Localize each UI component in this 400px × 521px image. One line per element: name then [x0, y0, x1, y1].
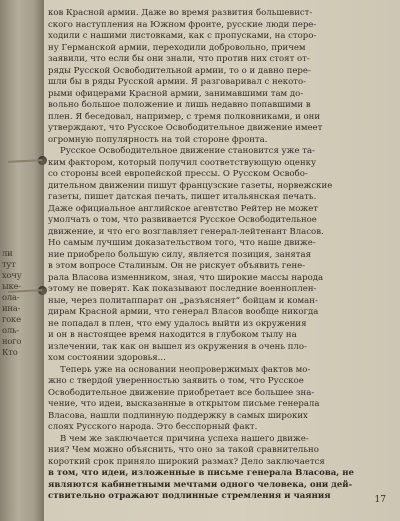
text-line: в том, что идеи, изложенные в письме генерала Власова, не [48, 468, 354, 478]
text-line: ние приобрело большую силу, является позиция, занятая [48, 249, 312, 260]
text-line: заявили, что если бы они знали, что против них стоят от- [48, 54, 310, 64]
text-line: ков Красной армии. Даже во время развития большевист- [48, 8, 313, 18]
text-line: являются кабинетными мечтами одного человека, они дей- [48, 479, 353, 490]
text-line: рала Власова изменником, зная, что широкие массы народа [48, 272, 324, 283]
text-line: в этом вопросе Сталиным. Он не рискует объявить гене- [48, 261, 306, 271]
text-line: слоях Русского народа. Это бесспорный факт. [48, 422, 258, 432]
text-line: утверждают, что Русское Освободительное движение имеет [48, 123, 323, 133]
left-page-word: ыке- [2, 281, 21, 291]
text-line: со стороны всей европейской прессы. О Русском Освобо- [48, 169, 308, 179]
text-line: короткий срок приняло широкий размах? Дело заключается [48, 456, 325, 467]
text-line: ского наступления на Южном фронте, русские люди пере- [48, 19, 317, 30]
text-line: газеты, пишет датская печать, пишет итальянская печать. [48, 192, 317, 202]
left-page-fragment [2, 248, 26, 358]
text-line: движение, и что его возглавляет генерал-лейтенант Власов. [48, 226, 324, 237]
text-line: Даже официальное английское агентство Рейтер не может [48, 203, 318, 214]
text-line: Теперь уже на основании неопровержимых фактов мо- [60, 364, 311, 375]
text-line: ряды Русской Освободительной армии, то о и давно пере- [48, 65, 311, 76]
text-line: ну Германской армии, переходили добровольно, причем [48, 42, 306, 53]
text-line: хом состоянии здоровья... [48, 353, 166, 363]
text-line: Русское Освободительное движение становится уже та- [60, 146, 315, 156]
text-line: ные, через политаппарат он „разъясняет“ бойцам и коман- [48, 295, 318, 306]
left-page-word: гоке [2, 314, 21, 324]
text-line: излечении, так как он вышел из окружения в очень пло- [48, 341, 307, 352]
left-page-word: ли [2, 248, 13, 258]
text-line: Но самым лучшим доказательством того, что наше движе- [48, 238, 316, 248]
left-page-word: тут [2, 259, 16, 269]
text-line: ствительно отражают подлинные стремления и чаяния [48, 491, 331, 501]
text-line: рыми офицерами Красной армии, занимавшими там до- [48, 88, 304, 99]
text-line: вольно большое положение и лишь недавно попавшими в [48, 100, 311, 110]
left-page-word: Кто [2, 347, 18, 357]
text-line: Освободительное движение приобретает все большее зна- [48, 387, 315, 398]
text-line: этому не поверят. Как показывают последние военноплен- [48, 284, 317, 294]
text-line: плен. Я беседовал, например, с тремя полковниками, и они [48, 111, 321, 122]
left-page-word: ина- [2, 303, 21, 313]
left-page-word: оль- [2, 325, 19, 335]
text-line: дирам Красной армии, что генерал Власов вообще никогда [48, 307, 319, 317]
left-page-word: ного [2, 336, 22, 346]
text-line: дительном движении пишут французские газеты, норвежские [48, 180, 333, 191]
text-line: ким фактором, который получил соответствующую оценку [48, 157, 317, 168]
text-line: ходили с нашими листовками, как с пропусками, на сторо- [48, 31, 317, 41]
text-line: чение, что идеи, высказанные в открытом письме генерала [48, 399, 320, 409]
left-page-word: ола- [2, 292, 20, 302]
page-number: 17 [374, 495, 386, 505]
text-line: жно с твердой уверенностью заявить о том, что Русское [48, 376, 304, 386]
left-page-word: хочу [2, 270, 22, 280]
text-line: В чем же заключается причина успеха нашего движе- [60, 433, 309, 444]
page-body-text [48, 8, 390, 503]
text-line: не попадал в плен, что ему удалось выйти из окружения [48, 318, 307, 329]
text-line: и он в настоящее время находится в глубоком тылу на [48, 330, 297, 340]
text-line: ния? Чем можно объяснить, что оно за такой сравнительно [48, 445, 319, 455]
text-line: умолчать о том, что развивается Русское Освободительное [48, 215, 317, 225]
text-line: Власова, нашли подлинную поддержку в самых широких [48, 410, 308, 421]
text-line: шли бы в ряды Русской армии. Я разговаривал с некото- [48, 77, 307, 87]
text-line: огромную популярность на той стороне фронта. [48, 134, 268, 145]
